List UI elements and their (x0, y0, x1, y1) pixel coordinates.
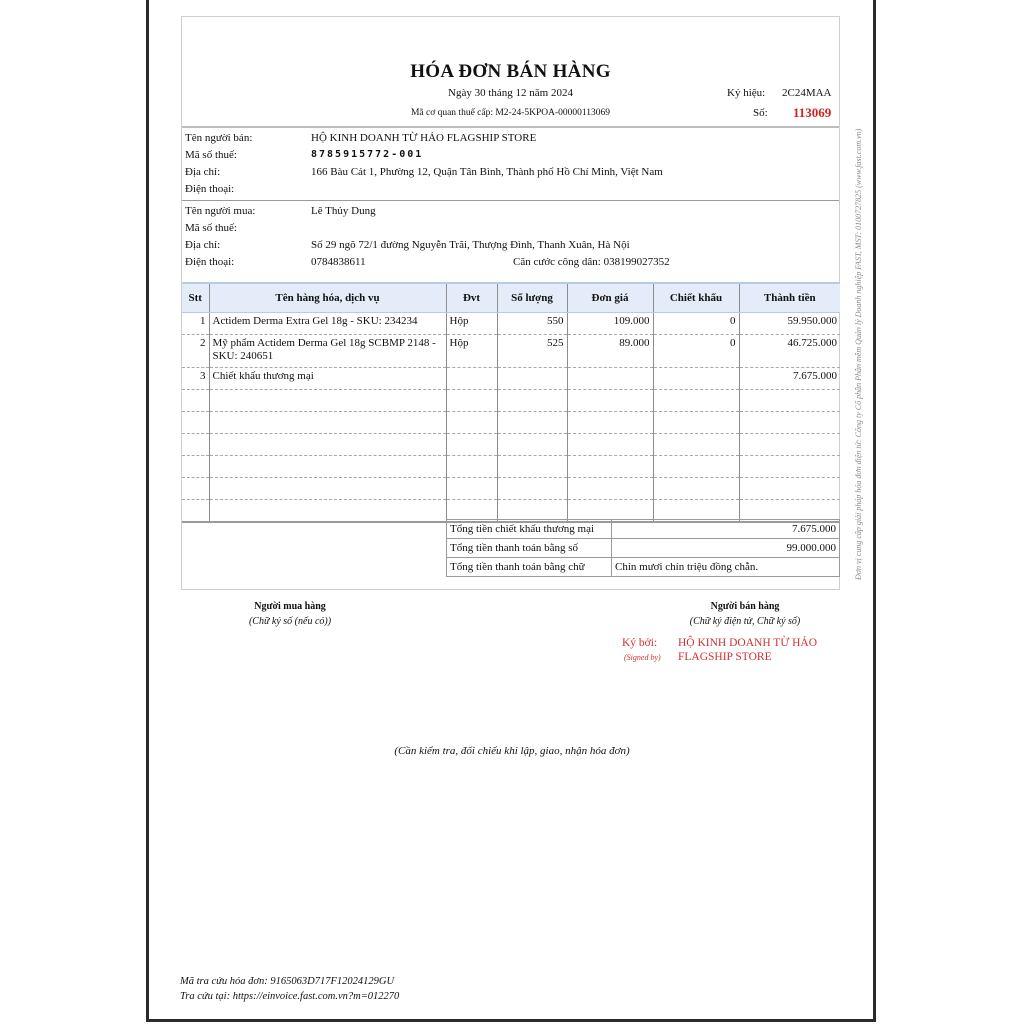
buyer-signature-block (200, 601, 380, 627)
empty-row (182, 434, 840, 456)
signer-name-line2: FLAGSHIP STORE (678, 651, 772, 663)
page-frame-left (146, 0, 149, 1022)
buyer-address-label: Địa chỉ: (185, 239, 221, 251)
invoice-sheet (181, 16, 840, 590)
invoice-date: Ngày 30 tháng 12 năm 2024 (448, 87, 573, 99)
symbol-value: 2C24MAA (782, 87, 832, 99)
cell-qty: 525 (497, 335, 567, 368)
signer-name-line1: HỘ KINH DOANH TỪ HẢO (678, 637, 818, 649)
table-row (182, 368, 840, 390)
cell-price: 109.000 (567, 313, 653, 335)
cell-stt: 1 (182, 313, 209, 335)
signed-by-label-en: (Signed by) (624, 653, 661, 662)
invoice-number-label: Số: (753, 107, 768, 119)
total-number-label: Tổng tiền thanh toán bằng số (447, 539, 612, 558)
cell-price (567, 368, 653, 390)
col-header-amount: Thành tiền (739, 283, 840, 313)
cell-name: Chiết khấu thương mại (209, 368, 446, 390)
buyer-tax-label: Mã số thuế: (185, 222, 237, 234)
empty-row (182, 390, 840, 412)
buyer-signature-note: (Chữ ký số (nếu có)) (248, 616, 332, 627)
seller-name-label: Tên người bán: (185, 132, 253, 144)
seller-address-label: Địa chỉ: (185, 166, 221, 178)
invoice-title-text: HÓA ĐƠN BÁN HÀNG (410, 61, 611, 82)
invoice-number-value: 113069 (793, 105, 832, 120)
totals-row-discount (447, 520, 840, 539)
seller-address: 166 Bàu Cát 1, Phường 12, Quận Tân Bình, Thành phố Hồ Chí Minh, Việt Nam (311, 166, 663, 178)
cell-qty (497, 368, 567, 390)
empty-row (182, 456, 840, 478)
empty-row (182, 412, 840, 434)
buyer-address: Số 29 ngõ 72/1 đường Nguyễn Trãi, Thượng Đình, Thanh Xuân, Hà Nội (311, 239, 630, 251)
table-header-row (182, 283, 840, 313)
cell-amount: 7.675.000 (739, 368, 840, 390)
provider-note: Đơn vị cung cấp giải pháp hóa đơn điện tử: Công ty Cổ phần Phần mềm Quản lý Doanh nghiệp FAST, MST: 0100727825 (www.fast.com.vn) (854, 128, 863, 580)
cell-name: Mỹ phẩm Actidem Derma Gel 18g SCBMP 2148 - SKU: 240651 (209, 335, 446, 368)
cell-discount: 0 (653, 335, 739, 368)
totals-row-words (447, 558, 840, 577)
cell-price: 89.000 (567, 335, 653, 368)
seller-signature-note: (Chữ ký điện tử, Chữ ký số) (689, 616, 801, 627)
divider (182, 126, 839, 128)
col-header-discount: Chiết khấu (653, 283, 739, 313)
col-header-stt: Stt (182, 283, 209, 313)
total-words-value: Chín mươi chín triệu đồng chẵn. (612, 558, 840, 577)
signed-by-label: Ký bởi: (622, 637, 658, 649)
buyer-phone: 0784838611 (311, 256, 366, 268)
col-header-unit: Đvt (446, 283, 497, 313)
cell-stt: 2 (182, 335, 209, 368)
check-note: (Cần kiểm tra, đối chiếu khi lập, giao, nhận hóa đơn) (394, 745, 630, 757)
buyer-id-card: Căn cước công dân: 038199027352 (513, 256, 670, 268)
buyer-name-label: Tên người mua: (185, 205, 256, 217)
cell-discount (653, 368, 739, 390)
cell-unit: Hộp (446, 335, 497, 368)
seller-name: HỘ KINH DOANH TỪ HẢO FLAGSHIP STORE (311, 132, 537, 144)
cell-amount: 46.725.000 (739, 335, 840, 368)
col-header-name: Tên hàng hóa, dịch vụ (209, 283, 446, 313)
table-row (182, 335, 840, 368)
buyer-signature-title: Người mua hàng (254, 601, 326, 612)
lookup-code: Mã tra cứu hóa đơn: 9165063D717F12024129GU (180, 976, 395, 987)
buyer-name: Lê Thủy Dung (311, 205, 376, 217)
page-frame-right (873, 0, 876, 1022)
cell-qty: 550 (497, 313, 567, 335)
seller-signature-block (640, 601, 850, 627)
lookup-url[interactable]: Tra cứu tại: https://einvoice.fast.com.vn?m=012270 (180, 991, 400, 1002)
total-number-value: 99.000.000 (612, 539, 840, 558)
cell-name: Actidem Derma Extra Gel 18g - SKU: 234234 (209, 313, 446, 335)
symbol-label: Ký hiệu: (727, 87, 766, 99)
table-row (182, 313, 840, 335)
total-discount-label: Tổng tiền chiết khấu thương mại (447, 520, 612, 539)
total-words-label: Tổng tiền thanh toán bằng chữ (447, 558, 612, 577)
items-table (182, 282, 840, 523)
tax-authority-code: Mã cơ quan thuế cấp: M2-24-5KPOA-00000113069 (410, 108, 611, 118)
seller-signature-title: Người bán hàng (710, 601, 780, 612)
cell-amount: 59.950.000 (739, 313, 840, 335)
empty-row (182, 478, 840, 500)
divider (182, 200, 839, 201)
invoice-title (182, 61, 839, 83)
seller-tax-label: Mã số thuế: (185, 149, 237, 161)
seller-phone-label: Điện thoại: (185, 183, 235, 195)
total-discount-value: 7.675.000 (612, 520, 840, 539)
totals-row-number (447, 539, 840, 558)
cell-discount: 0 (653, 313, 739, 335)
buyer-phone-label: Điện thoại: (185, 256, 235, 268)
cell-unit (446, 368, 497, 390)
totals-table (446, 519, 840, 577)
seller-tax-code: 8785915772-001 (311, 149, 424, 160)
col-header-qty: Số lượng (497, 283, 567, 313)
cell-stt: 3 (182, 368, 209, 390)
cell-unit: Hộp (446, 313, 497, 335)
page-frame-bottom (146, 1019, 876, 1022)
col-header-price: Đơn giá (567, 283, 653, 313)
